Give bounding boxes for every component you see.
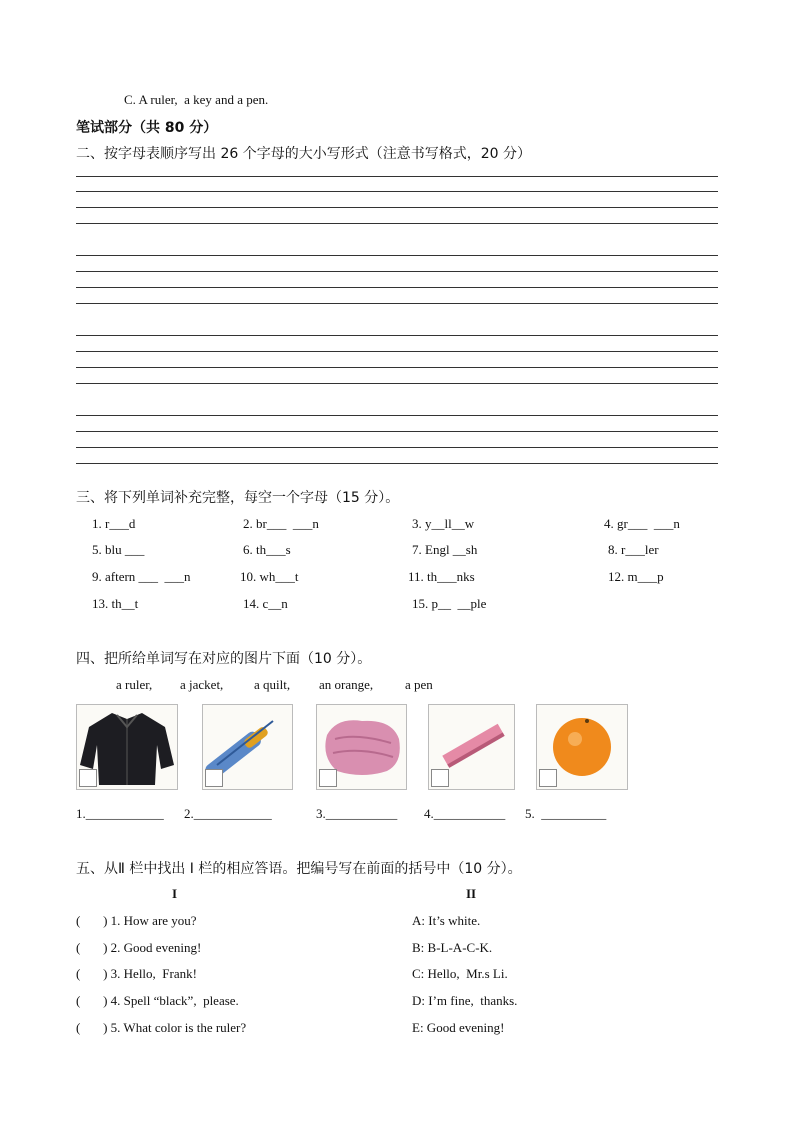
pen-picture bbox=[202, 704, 293, 790]
jacket-picture bbox=[76, 704, 178, 790]
word-bank-item: a jacket, bbox=[180, 677, 224, 692]
writing-line bbox=[76, 335, 718, 336]
answer-item: B: B-L-A-C-K. bbox=[412, 940, 493, 955]
answer-item: D: I’m fine, thanks. bbox=[412, 993, 518, 1008]
word-bank-item: a quilt, bbox=[254, 677, 291, 692]
quilt-picture bbox=[316, 704, 407, 790]
word-item: 2. br___ ___n bbox=[243, 516, 319, 531]
word-item: 7. Engl __sh bbox=[412, 542, 478, 557]
word-item: 15. p__ __ple bbox=[412, 596, 487, 611]
writing-line bbox=[76, 176, 718, 177]
orange-picture bbox=[536, 704, 628, 790]
column1-header: I bbox=[172, 886, 178, 901]
word-item: 6. th___s bbox=[243, 542, 291, 557]
answer-blank-4[interactable]: 4.___________ bbox=[424, 806, 506, 821]
ruler-picture bbox=[428, 704, 515, 790]
writing-line bbox=[76, 447, 718, 448]
word-item: 11. th___nks bbox=[408, 569, 475, 584]
writing-line bbox=[76, 303, 718, 304]
question-item: ( ) 1. How are you? bbox=[76, 913, 197, 928]
answer-blank-2[interactable]: 2.____________ bbox=[184, 806, 272, 821]
section2-title: 二、按字母表顺序写出 26 个字母的大小写形式（注意书写格式，20 分） bbox=[76, 146, 531, 162]
question-item: ( ) 2. Good evening! bbox=[76, 940, 202, 955]
word-item: 9. aftern ___ ___n bbox=[92, 569, 191, 584]
word-item: 14. c__n bbox=[243, 596, 288, 611]
column2-header: II bbox=[466, 886, 477, 901]
writing-line bbox=[76, 255, 718, 256]
writing-line bbox=[76, 431, 718, 432]
word-bank-item: a ruler, bbox=[116, 677, 153, 692]
section3-title: 三、将下列单词补充完整，每空一个字母（15 分）。 bbox=[76, 490, 400, 506]
answer-item: A: It’s white. bbox=[412, 913, 481, 928]
writing-line bbox=[76, 271, 718, 272]
writing-line bbox=[76, 287, 718, 288]
answer-item: C: Hello, Mr.s Li. bbox=[412, 966, 508, 981]
answer-blank-1[interactable]: 1.____________ bbox=[76, 806, 164, 821]
word-item: 13. th__t bbox=[92, 596, 139, 611]
word-item: 8. r___ler bbox=[608, 542, 659, 557]
written-part-title: 笔试部分（共 80 分） bbox=[76, 120, 218, 136]
question-item: ( ) 5. What color is the ruler? bbox=[76, 1020, 247, 1035]
word-item: 10. wh___t bbox=[240, 569, 299, 584]
word-item: 1. r___d bbox=[92, 516, 136, 531]
answer-item: E: Good evening! bbox=[412, 1020, 505, 1035]
writing-line bbox=[76, 351, 718, 352]
previous-question-option: C. A ruler, a key and a pen. bbox=[124, 92, 269, 107]
section5-title: 五、从Ⅱ 栏中找出 Ⅰ 栏的相应答语。把编号写在前面的括号中（10 分）。 bbox=[76, 861, 522, 877]
question-item: ( ) 3. Hello, Frank! bbox=[76, 966, 197, 981]
writing-line bbox=[76, 207, 718, 208]
writing-line bbox=[76, 415, 718, 416]
word-item: 5. blu ___ bbox=[92, 542, 145, 557]
answer-blank-5[interactable]: 5. __________ bbox=[525, 806, 607, 821]
writing-line bbox=[76, 191, 718, 192]
writing-line bbox=[76, 367, 718, 368]
word-item: 12. m___p bbox=[608, 569, 664, 584]
answer-blank-3[interactable]: 3.___________ bbox=[316, 806, 398, 821]
word-item: 4. gr___ ___n bbox=[604, 516, 680, 531]
writing-line bbox=[76, 383, 718, 384]
question-item: ( ) 4. Spell “black”, please. bbox=[76, 993, 239, 1008]
writing-line bbox=[76, 463, 718, 464]
writing-line bbox=[76, 223, 718, 224]
word-item: 3. y__ll__w bbox=[412, 516, 475, 531]
word-bank-item: a pen bbox=[405, 677, 433, 692]
section4-title: 四、把所给单词写在对应的图片下面（10 分）。 bbox=[76, 651, 372, 667]
word-bank-item: an orange, bbox=[319, 677, 374, 692]
